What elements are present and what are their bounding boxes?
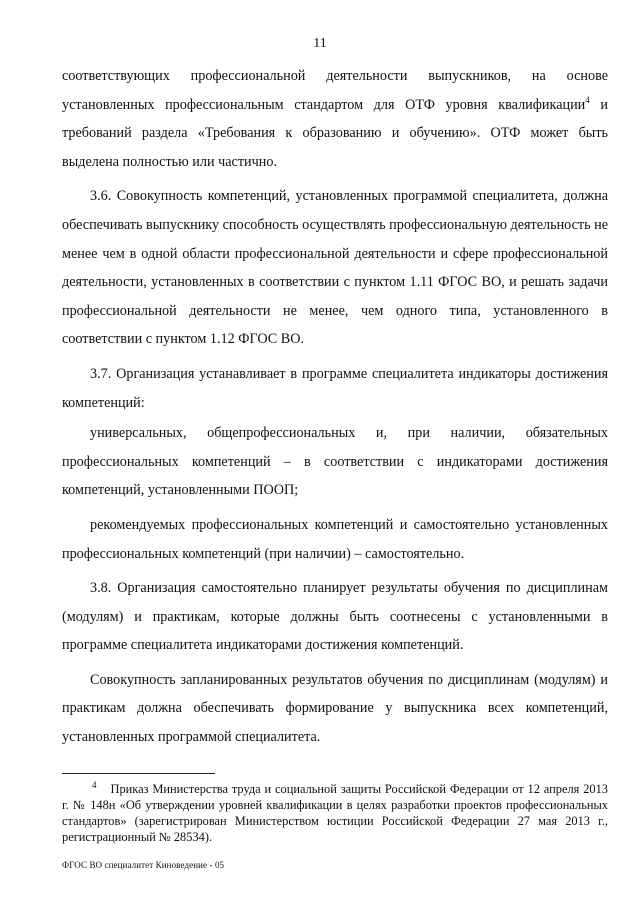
footnote-marker: 4 [92, 780, 97, 790]
footnote-text: Приказ Министерства труда и социальной защиты Российской Федерации от 12 апреля 2013 г. № 148н «Об утверждении уровней квалификации в целях разработки проектов профессиональных стандартов» (зарегистрирован Министерством юстиции Российской Федерации 27 мая 2013 г., регистрационный № 28534). [62, 782, 608, 844]
document-body [62, 62, 608, 758]
paragraph-text: соответствующих профессиональной деятельности выпускников, на основе установленных профессиональным стандартом для ОТФ уровня квалификации [62, 68, 608, 113]
paragraph-indicators-universal: универсальных, общепрофессиональных и, при наличии, обязательных профессиональных компетенций – в соответствии с индикаторами достижения компетенций, установленными ПООП; [62, 425, 608, 499]
paragraph-3-7: 3.7. Организация устанавливает в программе специалитета индикаторы достижения компетенций: [62, 365, 608, 411]
page-number: 11 [313, 36, 327, 51]
paragraph-3-6: 3.6. Совокупность компетенций, установленных программой специалитета, должна обеспечивать выпускнику способность осуществлять профессиональную деятельность не менее чем в одной области профессиональной деятельности и сфере профессиональной деятельности, установленных в соответствии с пунктом 1.11 ФГОС ВО, и решать задачи профессиональной деятельности не менее, чем одного типа, установленного в соответствии с пунктом 1.12 ФГОС ВО. [62, 188, 609, 348]
paragraph-continuation [62, 62, 608, 176]
footnote-separator [62, 773, 215, 774]
footnote [62, 777, 608, 845]
paragraph-indicators-recommended: рекомендуемых профессиональных компетенций и самостоятельно установленных профессиональных компетенций (при наличии) – самостоятельно. [62, 516, 608, 562]
paragraph-text-tail: и требований раздела «Требования к образованию и обучению». ОТФ может быть выделена полностью или частично. [62, 96, 608, 170]
paragraph-learning-outcomes: Совокупность запланированных результатов обучения по дисциплинам (модулям) и практикам должна обеспечивать формирование у выпускника всех компетенций, установленных программой специалитета. [62, 671, 608, 746]
page-footer: ФГОС ВО специалитет Киноведение - 05 [62, 860, 225, 870]
footnote-reference[interactable]: 4 [585, 94, 590, 105]
paragraph-3-8: 3.8. Организация самостоятельно планирует результаты обучения по дисциплинам (модулям) и практикам, которые должны быть соотнесены с установленными в программе специалитета индикаторами достижения компетенций. [62, 580, 608, 654]
